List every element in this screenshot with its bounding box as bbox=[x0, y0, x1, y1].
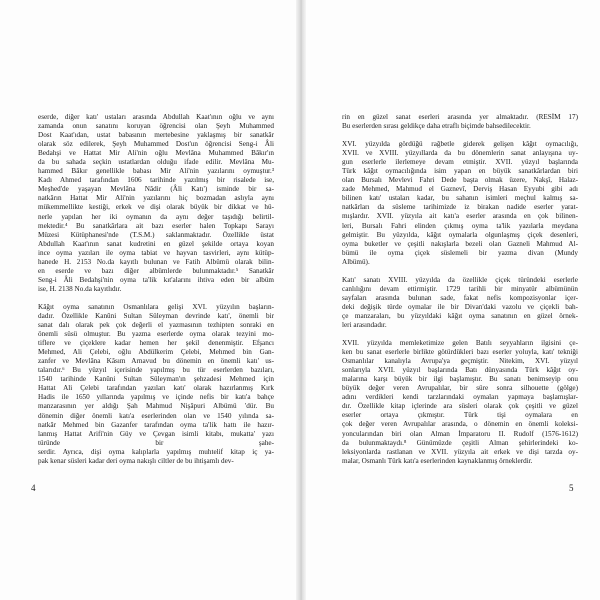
paragraph bbox=[332, 339, 578, 466]
text-line: adını verdikleri kendi tarzlarındaki oymaları yapmaya başlamışlar- bbox=[342, 393, 578, 402]
text-line: rin en güzel sanat eserleri arasında yer almaktadır. (RESİM 17) bbox=[342, 113, 578, 121]
text-line: XVII. yüzyılda memleketimize gelen Batılı seyyahların ilgisini çe- bbox=[342, 339, 578, 348]
text-line: Mehmed, Ali Çelebi, oğlu Abdülkerim Çelebi, Mehmed bin Gan- bbox=[38, 348, 274, 357]
text-line: leksiyonlarda rastlanan ve XVII. yüzyıla ait erkek ve dişi tarzda oy- bbox=[342, 447, 578, 456]
text-line: mükemmellikte kestiği, erkek ve dişi olarak büyük bir dikkat ve hü- bbox=[38, 203, 274, 212]
text-line: zade Mehmed, Mahmud el Gaznevî, Derviş Hasan Eyyubi gibi adı bbox=[342, 185, 578, 194]
text-line: canlılığını devam ettirmiştir. 1729 tarihli bir minyatür albümünün bbox=[342, 284, 578, 293]
text-line: bümü ile oyma çiçek süslemeli bir yazma divan (Mundy bbox=[342, 248, 578, 257]
text-line: ise, H. 2138 No.da kayıtlıdır. bbox=[38, 284, 122, 293]
text-line: da bulunmaktaydı.⁸ Günümüzde çeşitli Alman şehirlerindeki ko- bbox=[342, 438, 578, 447]
paragraph bbox=[332, 113, 578, 131]
left-page bbox=[0, 0, 296, 600]
text-line: gelmiştir. Bu yüzyılda, kâğıt oymalarla olgunlaşmış çiçek desenleri, bbox=[342, 230, 578, 239]
text-line: 1540 tarihinde Kanûni Sultan Süleyman'ın şehzadesi Mehmed için bbox=[38, 375, 274, 384]
text-line: mışlardır. XVII. yüzyıla ait katı'a eserler arasında en çok bilinen- bbox=[342, 212, 578, 221]
text-line: Hadis ile 1650 yıllarında yapılmış ve içinde nefis bir katı'a bahçe bbox=[38, 393, 274, 402]
right-page bbox=[306, 0, 600, 600]
text-line: sonlarıyla XVII. yüzyıl başlarında Batı dünyasında Türk kâğıt oy- bbox=[342, 366, 578, 375]
text-line: tiflere ve çiçeklere kadar hemen her şekil denenmiştir. Efşancı bbox=[38, 339, 274, 348]
text-line: leri, Bursalı Fahri elinden çıkmış oyma ta'lik yazılarla meydana bbox=[342, 221, 578, 230]
text-line: Katı' sanatı XVIII. yüzyılda da özellikle çiçek türündeki eserlerle bbox=[342, 275, 578, 284]
text-line: XVI. yüzyılda gördüğü rağbetle giderek gelişen kâğıt oymacılığı, bbox=[342, 140, 578, 149]
text-line: sanat dalı olarak pek çok değerli el yazmasının tezhipten sonraki en bbox=[38, 321, 274, 330]
page-number: 4 bbox=[31, 483, 36, 493]
text-line: serdir. Ayrıca, dişi oyma kalıplarla yapılmış muhtelif kitap iç ya- bbox=[38, 447, 274, 456]
text-line: Kâğıt oyma sanatının Osmanlılara gelişi XVI. yüzyılın başların- bbox=[38, 302, 274, 311]
text-line: lanmış Hattat Arifi'nin Güy ve Çevgan isimli kitabı, mukatta' yazı bbox=[38, 429, 274, 438]
text-line: Seng-i Âli Bedahşi'nin oyma ta'lik kıt'alarını ihtiva eden bir albüm bbox=[38, 275, 274, 284]
text-line: Bu eserlerden sırası geldikçe daha etraflı biçimde bahsedilecektir. bbox=[342, 122, 531, 131]
text-line: mektedir.⁴ Bu sanatkârlara ait bazı eserler halen Topkapı Sarayı bbox=[38, 221, 274, 230]
text-line: natkârları da süsleme tarihimizde iz birakan nadide eserler yarat- bbox=[342, 203, 578, 212]
text-line: manzarasının yer aldığı Şah Mahmud Nişâpuri Albümü 'dür. Bu bbox=[38, 402, 274, 411]
text-line: sayfaları arasında bulunan sade, fakat nefis kompozisyonlar içer- bbox=[342, 293, 578, 302]
text-line: Müzesi Kütüphanesi'nde (T.S.M.) saklanmaktadır. Özellikle üstat bbox=[38, 230, 274, 239]
text-line: gun eserlerle ilerlemeye devam etmiştir. XVII. yüzyıl başlarında bbox=[342, 158, 578, 167]
text-line: önemli süsü olmuştur. Bu yazma eserlerde oyma olarak tezyini mo- bbox=[38, 330, 274, 339]
text-line: zamanda onun sanatını koruyan öğrencisi olan Şeyh Muhammed bbox=[38, 122, 274, 131]
text-line: Abdullah Kaat'ının sanat kudretini en güzel şekilde ortaya koyan bbox=[38, 239, 274, 248]
text-line: çok değer veren Avrupalılar arasında, o dönemin en önemli koleksi- bbox=[342, 420, 578, 429]
text-line: natkâr Mehmed bin Gazanfer tarafından oyma ta'lik hattı ile hazır- bbox=[38, 420, 274, 429]
book-gutter bbox=[296, 0, 306, 600]
text-line: en eserde ve bazı diğer albümlerde bulunmaktadır.⁵ Sanatkâr bbox=[38, 266, 274, 275]
paragraph bbox=[28, 113, 274, 294]
text-line: hanede H. 2153 No.da kayıtlı bulunan ve Fatih Albümü olarak bilin- bbox=[38, 257, 274, 266]
text-line: eserler ortaya çıkmıştır. Türk tişi oymalara en bbox=[342, 411, 578, 420]
text-line: malar, Osmanlı Türk katı'a eserlerinden kaynaklanmış örneklerdir. bbox=[342, 456, 533, 465]
text-line: zanfer ve Mevlâna Kâsım Arnavud bu dönemin en önemli katı' us- bbox=[38, 357, 274, 366]
text-line: ince oyma yazıları ile oyma tabiat ve hayvan tasvirleri, aynı kütüp- bbox=[38, 248, 274, 257]
text-line: olan Bursalı Mevlevi Fahri Dede başta olmak üzere, Nakşî, Halaz- bbox=[342, 176, 578, 185]
text-line: Albümü). bbox=[342, 257, 370, 266]
page-number: 5 bbox=[569, 483, 574, 493]
text-line: Kadı Ahmed tarafından 1606 tarihinde yazılmış bir risalede ise, bbox=[38, 176, 274, 185]
paragraph bbox=[332, 140, 578, 267]
text-line: Türk kâğıt oymacılığında isim yapan en büyük sanatkârlardan biri bbox=[342, 167, 578, 176]
text-line: Hattat Ali Çelebi tarafından yazıları katı' olarak hazırlanmış Kırk bbox=[38, 384, 274, 393]
text-line: olarak söz edilerek, Şeyh Muhammed Dost'un öğrencisi Seng-i Âli bbox=[38, 140, 274, 149]
text-line: türünde bir şahe- bbox=[38, 438, 274, 447]
text-line: da bu sahada seçkin ustatlardan olduğu ifade edilir. Mevlâna Mu- bbox=[38, 158, 274, 167]
text-line: Bedahşi ve Hattat Mir Ali'nin oğlu Mevlâna Muhammed Bâkır'ın bbox=[38, 149, 274, 158]
text-line: bilinen katı' ustaları kadar, bu sahanın isimleri meçhul kalmış sa- bbox=[342, 194, 578, 203]
text-line: dadır. Özellikle Kanûni Sultan Süleyman devrinde katı', önemli bir bbox=[38, 311, 274, 320]
text-line: pak kenar süsleri kadar deri oyma nakışlı ciltler de bu ihtişamlı dev- bbox=[38, 456, 234, 465]
text-line: eserde, diğer katı' ustaları arasında Abdullah Kaat'ının oğlu ve aynı bbox=[38, 113, 274, 121]
text-line: talarıdır.⁶ Bu yüzyıl içerisinde yapılmış bu tür eserlerden bazıları, bbox=[38, 366, 274, 375]
text-line: Dost Kaat'ıdan, ustat babasının mertebesine yaklaşmış bir sanatkâr bbox=[38, 131, 274, 140]
text-line: Meşhed'de yaşayan Mevlâna Nâdir (Âli Katı') isminde bir sa- bbox=[38, 185, 274, 194]
text-line: natkârın Hattat Mir Ali'nin yazılarını hiç bozmadan aslıyla aynı bbox=[38, 194, 274, 203]
text-line: dır. Özellikle kitap içlerinde ara süsleri olarak çok çeşitli ve güzel bbox=[342, 402, 578, 411]
text-line: leri arasındadır. bbox=[342, 320, 387, 329]
text-line: dönemin diğer önemli katı'a eserlerinden olan ve 1540 yılında sa- bbox=[38, 411, 274, 420]
text-line: nerle yapılan her iki oymanın da aynı değer taşıdığı belirtil- bbox=[38, 212, 274, 221]
text-line: ken bu sanat eserlerle birlikte götürdükleri bazı eserler yoluyla, katı' tekniği bbox=[342, 348, 578, 357]
paragraph bbox=[28, 303, 274, 466]
text-line: çe manzaraları, bu yüzyıldaki kâğıt oyma sanatının en güzel örnek- bbox=[342, 311, 578, 320]
text-line: hammed Bâkır genellikle babası Mir Ali'nin yazılarını oymuştur.³ bbox=[38, 167, 274, 176]
text-line: oyma buketler ve çeşitli nakışlarla bezeli olan Gazneli Mahmud Al- bbox=[342, 239, 578, 248]
text-line: XVII. ve XVIII. yüzyıllarda da bu dönemlerin sanat anlayışına uy- bbox=[342, 149, 578, 158]
right-page-text bbox=[332, 113, 578, 466]
text-line: yoncularından biri olan Alman İmparatoru II. Rudolf (1576-1612) bbox=[342, 429, 578, 438]
text-line: malarına karşı büyük bir ilgi başlamıştır. Bu sanatı benimseyip onu bbox=[342, 375, 578, 384]
left-page-text bbox=[28, 113, 274, 466]
text-line: büyük değer veren Avrupalılar, bir süre sonra silhouette (gölge) bbox=[342, 384, 578, 393]
paragraph bbox=[332, 276, 578, 330]
text-line: Osmanlılar kanalıyla Avrupa'ya geçmiştir. Nitekim, XVI. yüzyıl bbox=[342, 357, 578, 366]
text-line: deki değişik türde oymalar ile bir Divan'daki vazolu ve çiçekli bah- bbox=[342, 302, 578, 311]
